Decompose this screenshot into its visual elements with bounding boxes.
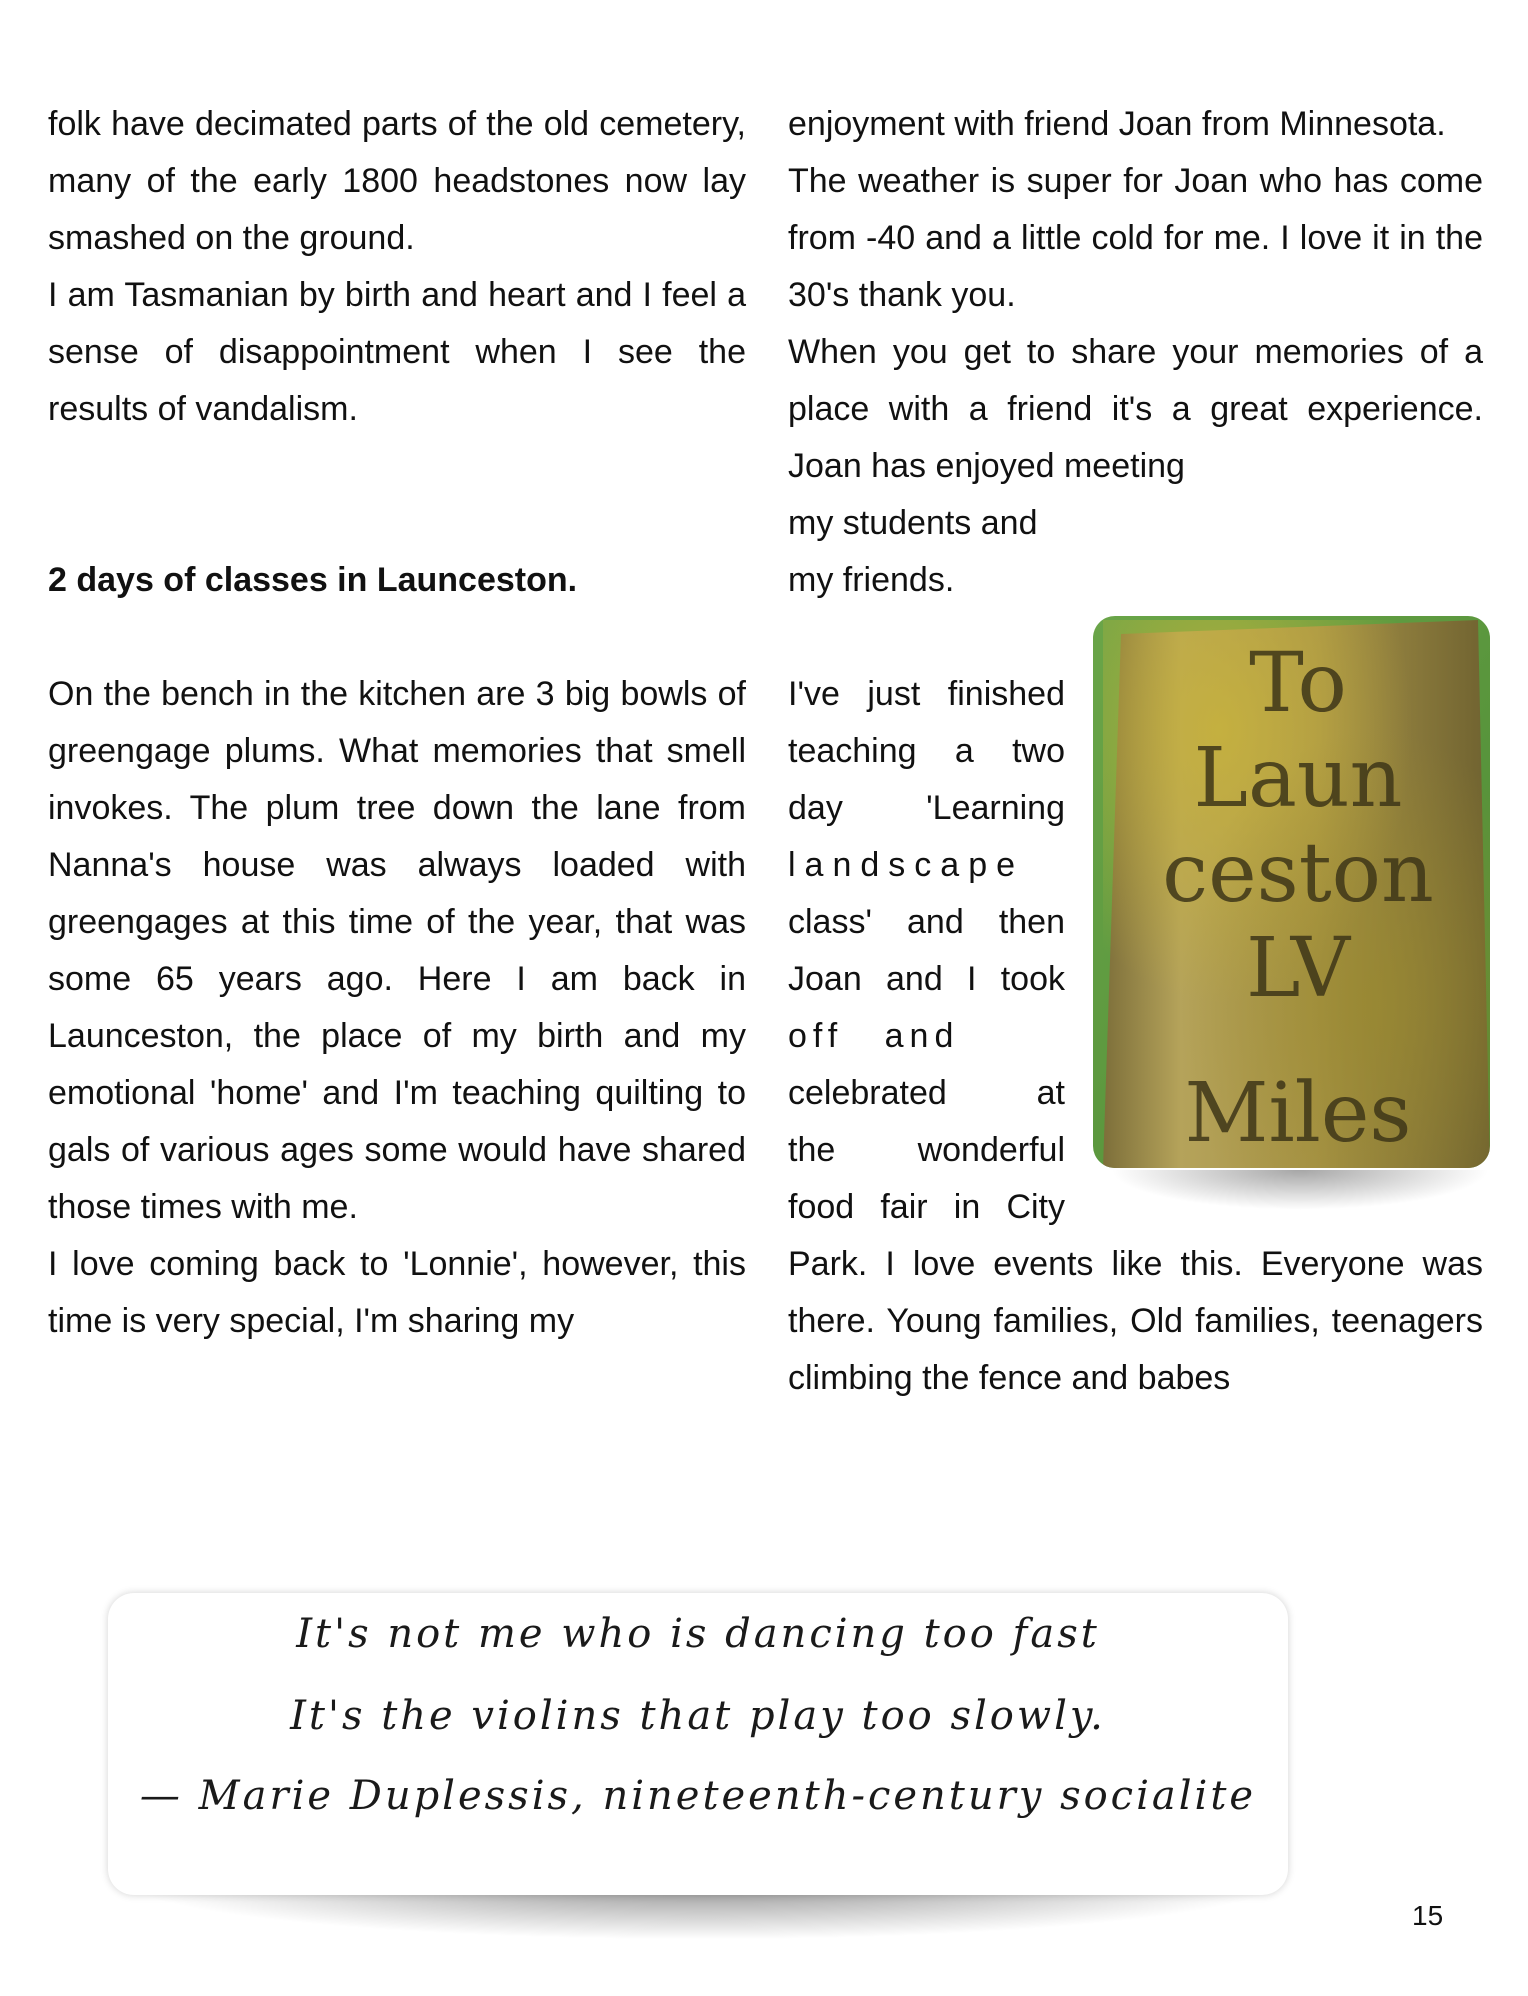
milestone-word: To <box>1249 636 1347 731</box>
paragraph-line: my friends. <box>788 561 955 599</box>
page-number: 15 <box>1412 1900 1444 1931</box>
wrapped-paragraph <box>788 666 1065 1236</box>
paragraph: enjoyment with friend Joan from Minnesota. <box>788 105 1446 143</box>
paragraph: folk have decimated parts of the old cemetery, many of the early 1800 headstones now lay smashed on the ground. <box>48 105 746 257</box>
paragraph-line: my students and <box>788 504 1038 542</box>
milestone-word: Laun <box>1193 731 1403 826</box>
paragraph-line: food fair in City <box>788 1188 1065 1226</box>
milestone-word: LV <box>1246 921 1350 1016</box>
quote-attribution: — Marie Duplessis, nineteenth-century socialite <box>139 1773 1257 1819</box>
paragraph-line: teaching a two <box>788 732 1065 770</box>
paragraph-line: day 'Learning <box>788 789 1065 827</box>
paragraph: On the bench in the kitchen are 3 big bowls of greengage plums. What memories that smell invokes. The plum tree down the lane from Nanna's house was always loaded with greengages at this time of the year, that was some 65 years ago. Here I am back in Launceston, the place of my birth and my emotional 'home' and I'm teaching quilting to gals of various ages some would have shared those times with me. <box>48 675 746 1226</box>
photo-shadow <box>1110 1170 1490 1210</box>
paragraph-line: class' and then <box>788 903 1065 941</box>
milestone-word: Miles <box>1184 1066 1412 1161</box>
paragraph: Park. I love events like this. Everyone was there. Young families, Old families, teenagers climbing the fence and babes <box>788 1245 1483 1397</box>
quote-line: It's the violins that play too slowly. <box>290 1693 1106 1739</box>
section-heading: 2 days of classes in Launceston. <box>48 561 578 599</box>
milestone-photo <box>1093 616 1490 1168</box>
quote-box <box>108 1593 1288 1895</box>
paragraph: I love coming back to 'Lonnie', however, this time is very special, I'm sharing my <box>48 1245 746 1340</box>
milestone-image <box>1093 616 1490 1168</box>
left-column <box>48 96 746 1350</box>
paragraph-line: off and <box>788 1017 960 1055</box>
paragraph: The weather is super for Joan who has come from -40 and a little cold for me. I love it in the 30's thank you. <box>788 162 1483 314</box>
paragraph: When you get to share your memories of a place with a friend it's a great experience. Joan has enjoyed meeting <box>788 333 1483 485</box>
paragraph-line: the wonderful <box>788 1131 1065 1169</box>
paragraph: I am Tasmanian by birth and heart and I feel a sense of disappointment when I see the results of vandalism. <box>48 276 746 428</box>
quote-line: It's not me who is dancing too fast <box>296 1611 1100 1657</box>
paragraph-line: celebrated at <box>788 1074 1065 1112</box>
paragraph-line: I've just finished <box>788 675 1065 713</box>
paragraph-line: Joan and I took <box>788 960 1065 998</box>
milestone-word: ceston <box>1162 826 1434 921</box>
paragraph-line: landscape <box>788 846 1025 884</box>
